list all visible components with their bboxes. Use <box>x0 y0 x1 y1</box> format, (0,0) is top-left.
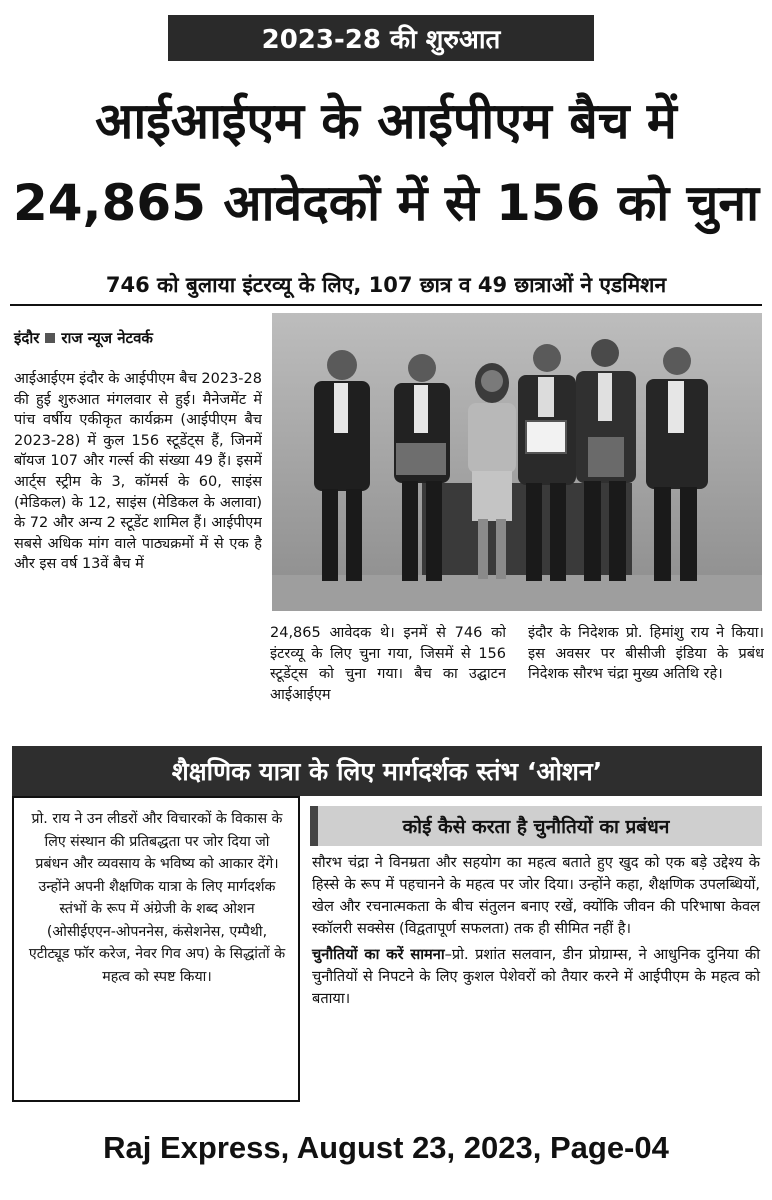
kicker-label: 2023-28 की शुरुआत <box>168 15 594 61</box>
side-story-paragraph-1: सौरभ चंद्रा ने विनम्रता और सहयोग का महत्व बताते हुए खुद को एक बड़े उद्देश्य के हिस्से के रूप में पहचानने के महत्व पर जोर दिया। उन्होंने कहा, शैक्षणिक उपलब्धियों, खेल और रचनात्मकता के बीच संतुलन बनाए रखें, क्योंकि जीवन की परिभाषा केवल स्कॉलरी सक्सेस (विद्वतापूर्ण सफलता) तक ही सीमित नहीं है। <box>312 854 760 937</box>
side-story-paragraph-2: चुनौतियों का करें सामना–प्रो. प्रशांत सलवान, डीन प्रोग्राम्स, ने आधुनिक दुनिया की चुनौतियों से निपटने के लिए कुशल पेशेवरों को तैयार करने में आईपीएम के महत्व को बताया। <box>312 946 760 1007</box>
side-story-paragraph-2-text: प्रो. प्रशांत सलवान, डीन प्रोग्राम्स, ने आधुनिक दुनिया की चुनौतियों से निपटने के लिए कुशल पेशेवरों को तैयार करने में आईपीएम के महत्व को बताया। <box>312 946 760 1007</box>
headline-line-2: 24,865 आवेदकों में से 156 को चुना <box>12 174 760 232</box>
section-banner: शैक्षणिक यात्रा के लिए मार्गदर्शक स्तंभ ‘ओशन’ <box>12 746 762 796</box>
group-photo-image <box>272 313 762 611</box>
boxed-article <box>12 796 300 1102</box>
square-bullet-icon <box>45 333 55 343</box>
article-column-3: इंदौर के निदेशक प्रो. हिमांशु राय ने किया। इस अवसर पर बीसीजी इंडिया के प्रबंध निदेशक सौरभ चंद्रा मुख्य अतिथि रहे। <box>528 625 764 683</box>
side-story-body <box>312 852 760 1014</box>
source-caption: Raj Express, August 23, 2023, Page-04 <box>103 1130 669 1165</box>
heading-accent-bar <box>310 806 318 846</box>
article-column-1: आईआईएम इंदौर के आईपीएम बैच 2023-28 की हुई शुरुआत मंगलवार से हुई। मैनेजमेंट में पांच वर्षीय एकीकृत कार्यक्रम (आईपीएम बैच 2023-28) में कुल 156 स्टूडेंट्स हैं, जिनमें बॉयज 107 और गर्ल्स की संख्या 49 हैं। इसमें आर्ट्स स्ट्रीम के 3, कॉमर्स के 60, साइंस (मेडिकल) के 12, साइंस (मेडिकल के अलावा) के 72 और अन्य 2 स्टूडेंट शामिल हैं। आईपीएम सबसे अधिक मांग वाले पाठ्यक्रमों में से एक है और इस वर्ष 13वें बैच में <box>14 371 262 573</box>
runin-heading: चुनौतियों का करें सामना <box>312 946 445 963</box>
headline-line-1: आईआईएम के आईपीएम बैच में <box>95 92 677 150</box>
event-photo <box>272 313 762 611</box>
boxed-article-text: प्रो. राय ने उन लीडरों और विचारकों के विकास के लिए संस्थान की प्रतिबद्धता पर जोर दिया जो प्रबंधन और व्यवसाय के भविष्य को आकार देंगे। उन्होंने अपनी शैक्षणिक यात्रा के लिए मार्गदर्शक स्तंभों के रूप में अंग्रेजी के शब्द ओशन (ओसीईएएन-ओपननेस, कंसेशनेस, एम्पैथी, एटीट्यूड फॉर करेज, नेवर गिव अप) के सिद्धांतों के महत्व को स्पष्ट किया। <box>28 811 286 985</box>
side-story-heading-text: कोई कैसे करता है चुनौतियों का प्रबंधन <box>402 816 670 838</box>
article-column-2: 24,865 आवेदक थे। इनमें से 746 को इंटरव्यू के लिए चुना गया, जिसमें से 156 स्टूडेंट्स को चुना गया। बैच का उद्घाटन आईआईएम <box>270 625 506 703</box>
subheadline: 746 को बुलाया इंटरव्यू के लिए, 107 छात्र व 49 छात्राओं ने एडमिशन <box>105 273 667 297</box>
byline-agency: राज न्यूज नेटवर्क <box>61 329 153 347</box>
byline <box>14 328 153 348</box>
subheadline-rule <box>10 304 762 306</box>
side-story-heading <box>310 806 762 846</box>
byline-city: इंदौर <box>14 329 40 347</box>
